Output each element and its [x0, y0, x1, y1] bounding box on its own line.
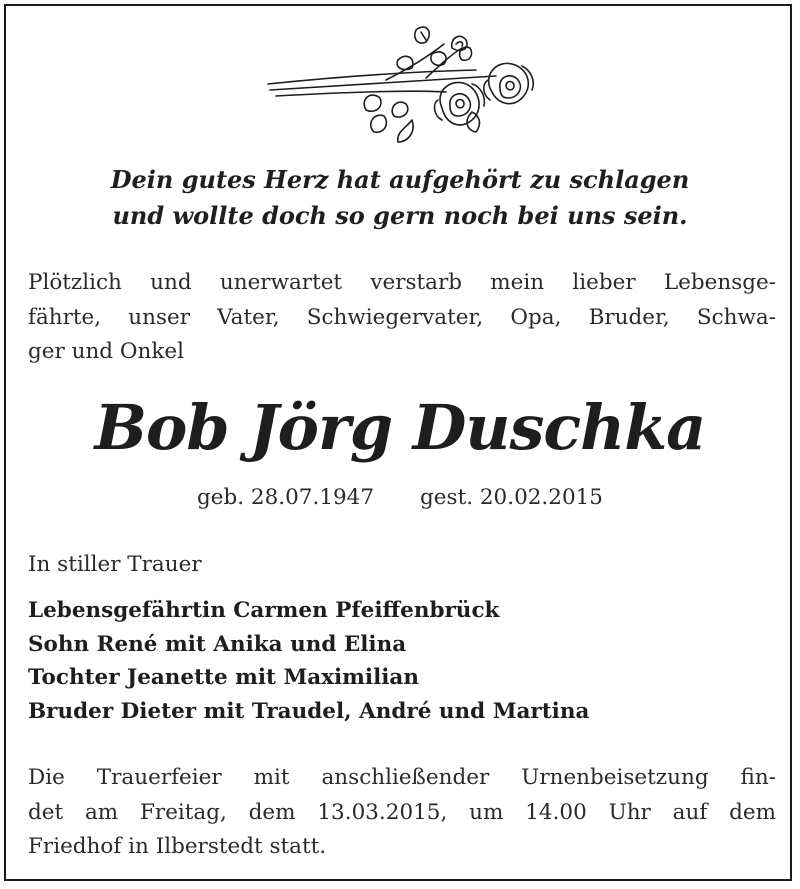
- death-date: gest. 20.02.2015: [420, 485, 603, 510]
- intro-line: fährte, unser Vater, Schwiegervater, Opa, Bruder, Schwa-: [28, 304, 776, 330]
- life-dates: [0, 482, 800, 514]
- verse-line: und wollte doch so gern noch bei uns sein.: [112, 201, 688, 230]
- mourner-entry: Tochter Jeanette mit Maximilian: [28, 665, 419, 690]
- intro-text: [28, 266, 776, 370]
- deceased-name: Bob Jörg Duschka: [94, 391, 706, 464]
- mourner-entry: Bruder Dieter mit Traudel, André und Martina: [28, 698, 590, 724]
- funeral-line: Die Trauerfeier mit anschließender Urnenbeisetzung fin-: [28, 765, 776, 790]
- roses-icon: [266, 20, 538, 148]
- birth-date: geb. 28.07.1947: [197, 485, 375, 510]
- funeral-line: det am Freitag, dem 13.03.2015, um 14.00 Uhr auf dem: [28, 799, 776, 825]
- mourning-heading: In stiller Trauer: [28, 552, 202, 577]
- funeral-line: Friedhof in Ilberstedt statt.: [28, 834, 327, 859]
- verse-quote: [30, 162, 770, 234]
- mourner-entry: Sohn René mit Anika und Elina: [28, 631, 407, 657]
- intro-line: ger und Onkel: [28, 339, 184, 364]
- intro-line: Plötzlich und unerwartet verstarb mein lieber Lebensge-: [28, 270, 776, 295]
- mourners-list: [28, 594, 589, 728]
- funeral-notice: [28, 761, 776, 865]
- mourner-entry: Lebensgefährtin Carmen Pfeiffenbrück: [28, 598, 500, 623]
- verse-line: Dein gutes Herz hat aufgehört zu schlagen: [110, 165, 690, 194]
